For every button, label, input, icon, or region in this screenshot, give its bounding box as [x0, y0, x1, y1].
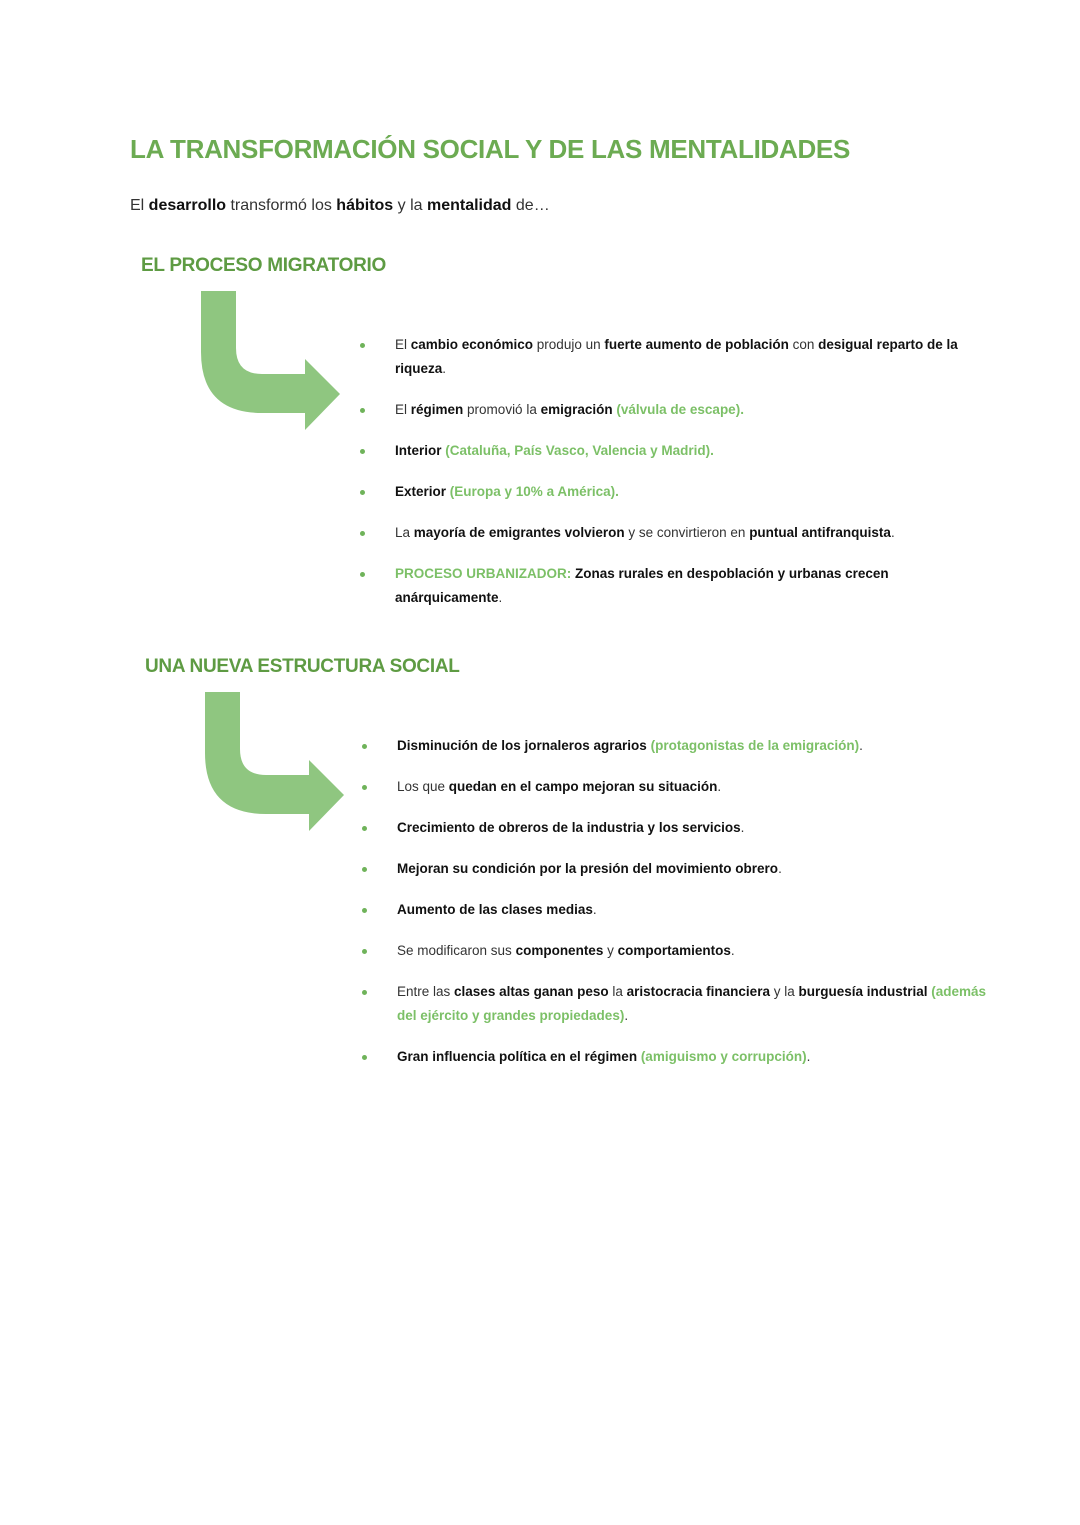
list-item: [397, 980, 987, 1028]
list-item: [397, 1045, 987, 1069]
text: La: [395, 525, 414, 540]
text: El: [395, 402, 411, 417]
list-item: [395, 398, 985, 422]
list-item: [395, 480, 985, 504]
text: .: [592, 902, 597, 917]
highlight-text: (Europa y 10% a América).: [446, 484, 619, 499]
highlight-text: .: [740, 402, 744, 417]
list-item: [397, 775, 987, 799]
bold-text: puntual antifranquista: [749, 525, 891, 540]
bullet-icon: [362, 990, 367, 995]
bullet-icon: [362, 826, 367, 831]
bold-text: quedan en el campo mejoran su situación: [448, 779, 718, 794]
highlight-text: (protagonistas de la emigración): [646, 738, 860, 753]
text: .: [806, 1049, 811, 1064]
bullet-icon: [360, 531, 365, 536]
bullet-icon: [360, 449, 365, 454]
bold-text: burguesía industrial: [798, 984, 928, 999]
bold-text: Crecimiento de obreros de la industria y los servicios: [397, 820, 741, 835]
text: Se modificaron sus: [397, 943, 516, 958]
text: y se convirtieron en: [624, 525, 750, 540]
social-structure-list: [397, 734, 987, 1086]
migration-list: [395, 333, 985, 627]
bold-text: Exterior: [395, 484, 447, 499]
text: Los que: [397, 779, 449, 794]
list-item: [395, 562, 985, 610]
bold-text: aristocracia financiera: [626, 984, 770, 999]
text: El: [130, 197, 149, 214]
text: con: [788, 337, 819, 352]
bullet-icon: [360, 572, 365, 577]
text: Entre las: [397, 984, 455, 999]
text: .: [859, 738, 863, 753]
text: .: [498, 590, 503, 605]
text: la: [608, 984, 627, 999]
text: de…: [511, 197, 550, 214]
bold-text: Gran influencia política en el régimen: [397, 1049, 638, 1064]
text: .: [778, 861, 782, 876]
bold-text: clases altas ganan peso: [454, 984, 609, 999]
page-title: LA TRANSFORMACIÓN SOCIAL Y DE LAS MENTALIDADES: [130, 134, 851, 164]
text: .: [624, 1008, 629, 1023]
bold-text: cambio económico: [410, 337, 534, 352]
section-heading-social-structure: UNA NUEVA ESTRUCTURA SOCIAL: [145, 656, 460, 677]
text: .: [730, 943, 735, 958]
section-heading-migration: EL PROCESO MIGRATORIO: [141, 255, 386, 276]
bold-text: emigración: [540, 402, 613, 417]
text: y la: [769, 984, 799, 999]
bullet-icon: [360, 408, 365, 413]
bold-text: régimen: [410, 402, 464, 417]
list-item: [397, 816, 987, 840]
list-item: [395, 439, 985, 463]
bold-text: Mejoran su condición por la presión del movimiento obrero: [397, 861, 779, 876]
bullet-icon: [362, 867, 367, 872]
bold-text: mentalidad: [426, 197, 512, 214]
text: .: [717, 779, 722, 794]
bold-text: Zonas rurales en despoblación y urbanas crecen anárquicamente: [395, 566, 889, 605]
bullet-icon: [362, 785, 367, 790]
text: El: [395, 337, 411, 352]
highlight-text: (Cataluña, País Vasco, Valencia y Madrid).: [441, 443, 714, 458]
text: y: [603, 943, 618, 958]
bullet-icon: [360, 343, 365, 348]
list-item: [395, 333, 985, 381]
text: .: [890, 525, 895, 540]
highlight-text: PROCESO URBANIZADOR:: [395, 566, 572, 581]
bold-text: Interior: [395, 443, 442, 458]
intro-paragraph: [130, 197, 550, 215]
curved-arrow-icon: [202, 691, 348, 835]
bullet-icon: [362, 908, 367, 913]
bold-text: Aumento de las clases medias: [397, 902, 593, 917]
highlight-text: (válvula de escape): [612, 402, 741, 417]
bold-text: fuerte aumento de población: [604, 337, 789, 352]
bold-text: mayoría de emigrantes volvieron: [413, 525, 625, 540]
bold-text: desigual reparto de la riqueza: [395, 337, 958, 376]
curved-arrow-icon: [198, 290, 344, 434]
text: produjo un: [533, 337, 605, 352]
text: .: [442, 361, 447, 376]
bold-text: Disminución de los jornaleros agrarios: [397, 738, 647, 753]
bold-text: desarrollo: [148, 197, 227, 214]
bullet-icon: [360, 490, 365, 495]
highlight-text: (amiguismo y corrupción): [637, 1049, 807, 1064]
bold-text: componentes: [515, 943, 604, 958]
highlight-text: (además del ejército y grandes propiedades): [397, 984, 987, 1023]
text: transformó los: [226, 197, 337, 214]
bullet-icon: [362, 1055, 367, 1060]
list-item: [397, 898, 987, 922]
text: .: [740, 820, 745, 835]
bullet-icon: [362, 949, 367, 954]
list-item: [397, 734, 987, 758]
bold-text: hábitos: [336, 197, 394, 214]
bullet-icon: [362, 744, 367, 749]
text: y la: [393, 197, 427, 214]
list-item: [395, 521, 985, 545]
list-item: [397, 857, 987, 881]
list-item: [397, 939, 987, 963]
bold-text: comportamientos: [617, 943, 731, 958]
text: promovió la: [463, 402, 541, 417]
